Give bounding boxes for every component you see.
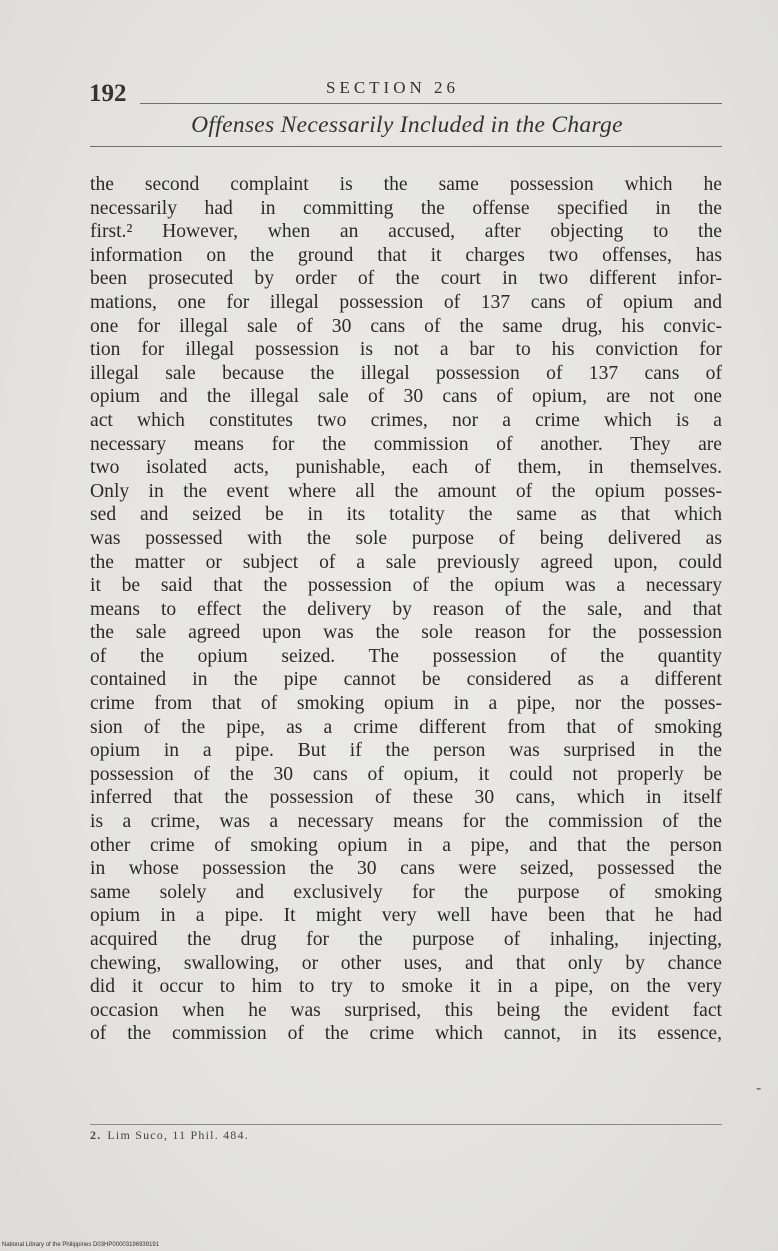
text-line: tion for illegal possession is not a bar to his conviction for	[90, 339, 722, 361]
text-line: opium and the illegal sale of 30 cans of opium, are not one	[90, 386, 722, 408]
text-line: the second complaint is the same possession which he	[90, 174, 722, 195]
text-line: Only in the event where all the amount of the opium posses-	[90, 480, 722, 502]
text-line: in whose possession the 30 cans were seized, possessed the	[90, 858, 722, 880]
text-line: sed and seized be in its totality the same as that which	[90, 504, 722, 526]
page-number: 192	[89, 80, 127, 107]
text-line: chewing, swallowing, or other uses, and that only by chance	[90, 952, 722, 974]
text-line: act which constitutes two crimes, nor a crime which is a	[90, 409, 722, 431]
text-line: means to effect the delivery by reason of the sale, and that	[90, 598, 722, 620]
text-line: illegal sale because the illegal possession of 137 cans of	[90, 362, 722, 384]
text-line: opium in a pipe. But if the person was surprised in the	[90, 740, 722, 762]
text-line: the matter or subject of a sale previously agreed upon, could	[90, 551, 722, 573]
text-line: of the commission of the crime which cannot, in its essence,	[90, 1023, 722, 1045]
text-line: crime from that of smoking opium in a pipe, nor the posses-	[90, 693, 722, 715]
text-line: same solely and exclusively for the purpose of smoking	[90, 881, 722, 903]
footnote-text: Lim Suco, 11 Phil. 484.	[107, 1128, 249, 1142]
text-line: necessary means for the commission of another. They are	[90, 433, 722, 455]
text-line: two isolated acts, punishable, each of them, in themselves.	[90, 457, 722, 479]
text-line: been prosecuted by order of the court in two different infor-	[90, 268, 722, 290]
text-line: necessarily had in committing the offense specified in the	[90, 197, 722, 219]
text-line: one for illegal sale of 30 cans of the same drug, his convic-	[90, 315, 722, 337]
footnote	[90, 1128, 249, 1143]
text-line: opium in a pipe. It might very well have been that he had	[90, 905, 722, 927]
text-line: of the opium seized. The possession of the quantity	[90, 645, 722, 667]
library-stamp: National Library of the Philippines D03HP00003196939191	[2, 1242, 160, 1248]
text-line: did it occur to him to try to smoke it in a pipe, on the very	[90, 976, 722, 998]
text-line: the sale agreed upon was the sole reason for the possession	[90, 622, 722, 644]
text-line: inferred that the possession of these 30 cans, which in itself	[90, 787, 722, 809]
text-line: information on the ground that it charges two offenses, has	[90, 244, 722, 266]
text-line: acquired the drug for the purpose of inhaling, injecting,	[90, 929, 722, 950]
body-text	[90, 173, 722, 1046]
header-rule	[140, 103, 722, 104]
text-line: it be said that the possession of the opium was a necessary	[90, 575, 722, 597]
text-line: sion of the pipe, as a crime different from that of smoking	[90, 716, 722, 738]
section-heading: SECTION 26	[326, 78, 460, 97]
text-line: mations, one for illegal possession of 137 cans of opium and	[90, 291, 722, 313]
text-line: was possessed with the sole purpose of being delivered as	[90, 527, 722, 549]
footnote-number: 2.	[90, 1128, 102, 1142]
text-line: is a crime, was a necessary means for the commission of the	[90, 811, 722, 833]
title-rule	[90, 146, 722, 147]
text-line: possession of the 30 cans of opium, it could not properly be	[90, 763, 722, 785]
text-line: other crime of smoking opium in a pipe, and that the person	[90, 834, 722, 856]
footnote-rule	[90, 1124, 722, 1125]
text-line: occasion when he was surprised, this being the evident fact	[90, 999, 722, 1021]
text-line: contained in the pipe cannot be considered as a different	[90, 669, 722, 691]
text-line: first.² However, when an accused, after objecting to the	[90, 221, 722, 243]
margin-mark: -	[756, 1080, 762, 1097]
chapter-title: Offenses Necessarily Included in the Charge	[191, 112, 623, 138]
